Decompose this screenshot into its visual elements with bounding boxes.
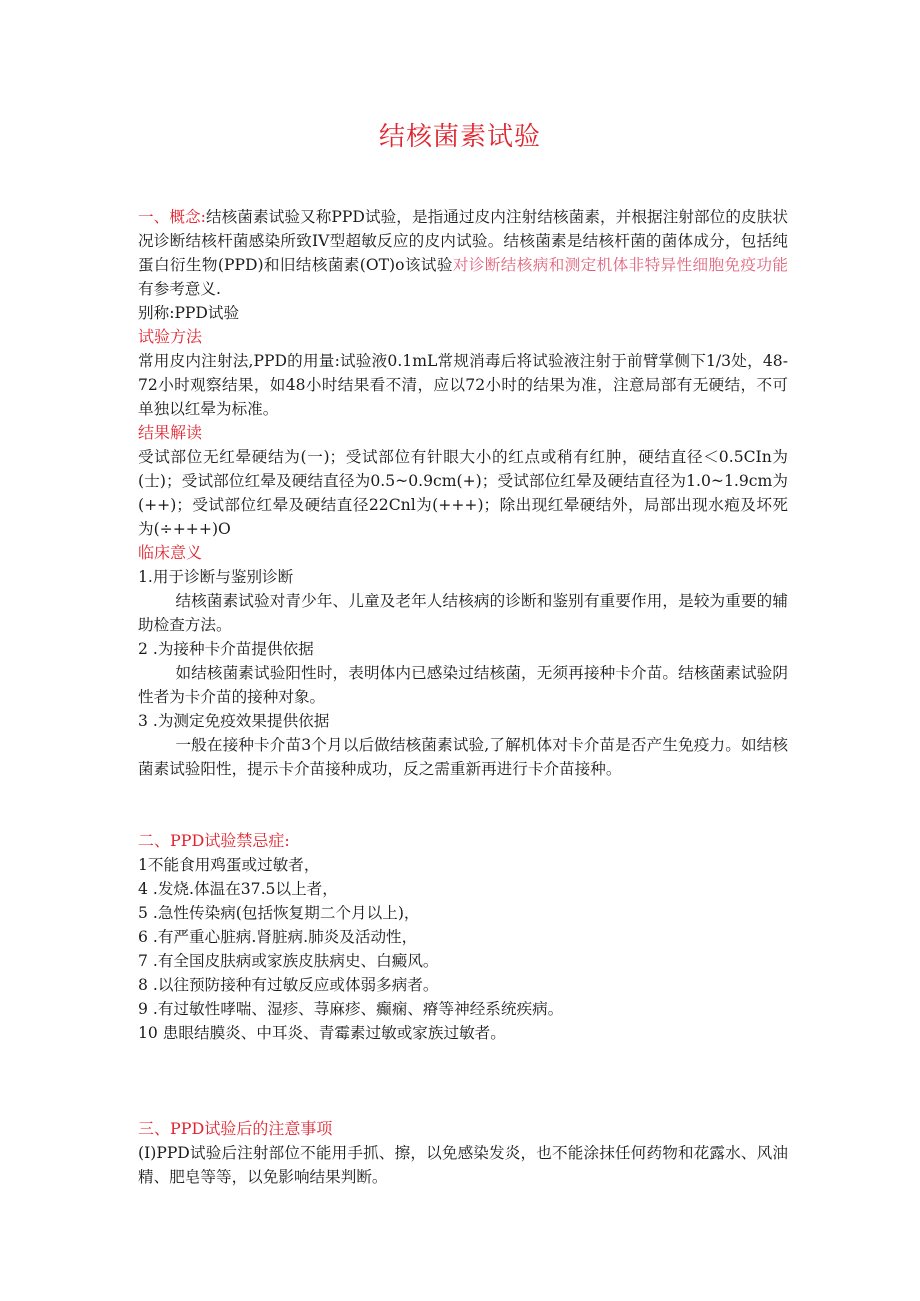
method-text: 常用皮内注射法,PPD的用量:试验液0.1mL常规消毒后将试验液注射于前臂掌侧下1/3处，48-72小时观察结果，如48小时结果看不清，应以72小时的结果为准，注意局部有无硬结，不可单独以红晕为标准。 bbox=[138, 352, 788, 418]
clinical-item-3-body: 一般在接种卡介苗3个月以后做结核菌素试验,了解机体对卡介苗是否产生免疫力。如结核菌素试验阳性，提示卡介苗接种成功，反之需重新再进行卡介苗接种。 bbox=[138, 736, 788, 778]
section-spacer bbox=[138, 1045, 788, 1117]
precaution-item: (I)PPD试验后注射部位不能用手抓、擦，以免感染发炎，也不能涂抹任何药物和花露水、风油精、肥皂等等，以免影响结果判断。 bbox=[138, 1144, 788, 1186]
contraindication-item: 9 .有过敏性哮喘、湿疹、荨麻疹、癫痫、瘠等神经系统疾病。 bbox=[138, 1000, 564, 1018]
clinical-item-1-body: 结核菌素试验对青少年、儿童及老年人结核病的诊断和鉴别有重要作用，是较为重要的辅助检查方法。 bbox=[138, 592, 788, 634]
result-heading: 结果解读 bbox=[138, 423, 203, 442]
section-1-heading: 一、概念: bbox=[138, 208, 206, 226]
concept-highlight: 对诊断结核病和测定机体非特异性细胞免疫功能 bbox=[452, 256, 788, 274]
clinical-item-3-title: 3 .为测定免疫效果提供依据 bbox=[138, 712, 330, 730]
clinical-heading: 临床意义 bbox=[138, 543, 203, 562]
contraindication-item: 7 .有全国皮肤病或家族皮肤病史、白癜风。 bbox=[138, 952, 439, 970]
document-title: 结核菌素试验 bbox=[378, 122, 541, 152]
method-heading: 试验方法 bbox=[138, 327, 203, 346]
section-3-heading: 三、PPD试验后的注意事项 bbox=[138, 1119, 333, 1138]
section-spacer bbox=[138, 781, 788, 829]
contraindication-item: 10 患眼结膜炎、中耳炎、青霉素过敏或家族过敏者。 bbox=[138, 1024, 506, 1042]
contraindication-item: 5 .急性传染病(包括恢复期二个月以上)， bbox=[138, 904, 420, 922]
alias-line: 别称:PPD试验 bbox=[138, 304, 240, 322]
clinical-item-1-title: 1.用于诊断与鉴别诊断 bbox=[138, 568, 294, 586]
contraindication-item: 8 .以往预防接种有过敏反应或体弱多病者。 bbox=[138, 976, 439, 994]
concept-text-end: 有参考意义. bbox=[138, 280, 221, 298]
concept-text: 结核菌素试验又称PPD试验，是指通过皮内注射结核菌素，并根据注射部位的皮肤状况诊断结核杆菌感染所致IV型超敏反应的皮内试验。结核菌素是结核杆菌的菌体成分，包括纯蛋白衍生物(PPD)和旧结核菌素(OT)o该试验 bbox=[138, 208, 788, 274]
clinical-item-2-body: 如结核菌素试验阳性时，表明体内已感染过结核菌，无须再接种卡介苗。结核菌素试验阴性者为卡介苗的接种对象。 bbox=[138, 664, 788, 706]
concept-paragraph bbox=[138, 205, 788, 301]
contraindication-item: 6 .有严重心脏病.肾脏病.肺炎及活动性， bbox=[138, 928, 418, 946]
result-text: 受试部位无红晕硬结为(一)；受试部位有针眼大小的红点或稍有红肿，硬结直径＜0.5CIn为(士)；受试部位红晕及硬结直径为0.5~0.9cm(+)；受试部位红晕及硬结直径为1.0~1.9cm为(++)；受试部位红晕及硬结直径22Cnl为(+++)；除出现红晕硬结外，局部出现水疱及坏死为(÷+++)O bbox=[138, 448, 788, 538]
contraindication-item: 1不能食用鸡蛋或过敏者， bbox=[138, 856, 320, 874]
contraindication-item: 4 .发烧.体温在37.5以上者， bbox=[138, 880, 338, 898]
section-2-heading: 二、PPD试验禁忌症: bbox=[138, 831, 290, 850]
clinical-item-2-title: 2 .为接种卡介苗提供依据 bbox=[138, 640, 314, 658]
document-body bbox=[138, 205, 788, 1189]
